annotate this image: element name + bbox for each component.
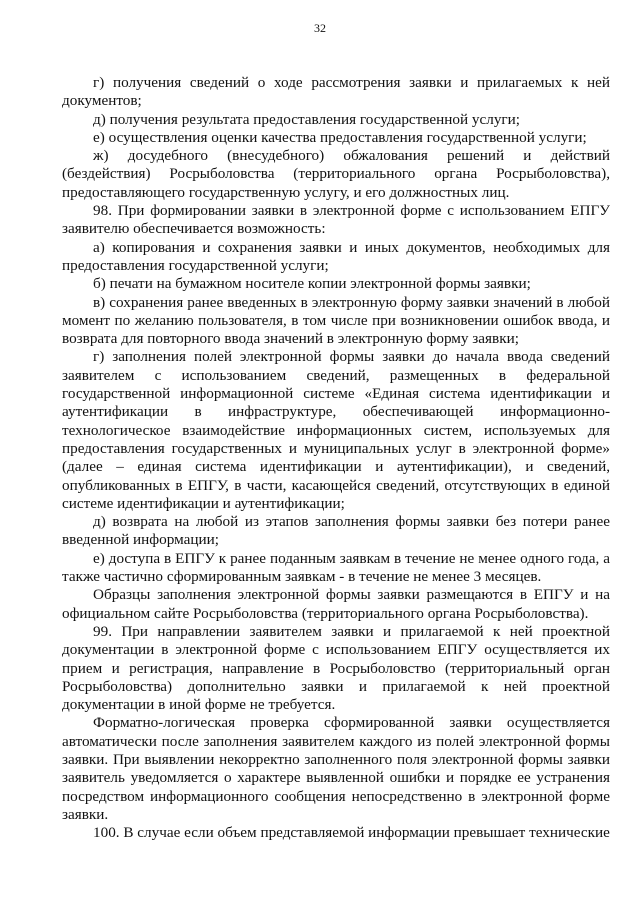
paragraph-format-check: Форматно-логическая проверка сформированной заявки осуществляется автоматически после заполнения заявителем каждого из полей электронной формы заявки. При выявлении некорректно заполненного поля электронной формы заявки заявитель уведомляется о характере выявленной ошибки и порядке ее устранения посредством информационного сообщения непосредственно в электронной форме заявки. xyxy=(62,714,610,823)
document-body xyxy=(62,74,610,842)
paragraph-98-v: в) сохранения ранее введенных в электронную форму заявки значений в любой момент по желанию пользователя, в том числе при возникновении ошибок ввода, и возврата для повторного ввода значений в электронную форму заявки; xyxy=(62,293,610,348)
paragraph-98-d: д) возврата на любой из этапов заполнения формы заявки без потери ранее введенной информации; xyxy=(62,513,610,549)
paragraph-98-a: а) копирования и сохранения заявки и иных документов, необходимых для предоставления государственной услуги; xyxy=(62,238,610,274)
paragraph-98-intro: 98. При формировании заявки в электронной форме с использованием ЕПГУ заявителю обеспечивается возможность: xyxy=(62,202,610,238)
paragraph-100: 100. В случае если объем представляемой информации превышает технические xyxy=(93,824,610,842)
paragraph-item-g-status: г) получения сведений о ходе рассмотрения заявки и прилагаемых к ней документов; xyxy=(62,74,610,110)
paragraph-99: 99. При направлении заявителем заявки и прилагаемой к ней проектной документации в электронной форме с использованием ЕПГУ осуществляется их прием и регистрация, направление в Росрыболовство (территориальный орган Росрыболовства) дополнительно заявки и прилагаемой к ней проектной документации в иной форме не требуется. xyxy=(62,622,610,714)
paragraph-98-b: б) печати на бумажном носителе копии электронной формы заявки; xyxy=(93,275,531,293)
paragraph-item-e-quality: е) осуществления оценки качества предоставления государственной услуги; xyxy=(93,128,587,146)
paragraph-98-g: г) заполнения полей электронной формы заявки до начала ввода сведений заявителем с использованием сведений, размещенных в федеральной государственной информационной системе «Единая система идентификации и аутентификации в инфраструктуре, обеспечивающей информационно-технологическое взаимодействие информационных систем, используемых для предоставления государственных и муниципальных услуг в электронной форме» (далее – единая система идентификации и аутентификации), и сведений, опубликованных в ЕПГУ, в части, касающейся сведений, отсутствующих в единой системе идентификации и аутентификации; xyxy=(62,348,610,512)
page-number: 32 xyxy=(314,21,326,35)
paragraph-item-zh-appeal: ж) досудебного (внесудебного) обжалования решений и действий (бездействия) Росрыболовства (территориального органа Росрыболовства), предоставляющего государственную услугу, и его должностных лиц. xyxy=(62,147,610,201)
paragraph-98-e: е) доступа в ЕПГУ к ранее поданным заявкам в течение не менее одного года, а также частично сформированным заявкам - в течение не менее 3 месяцев. xyxy=(62,549,610,586)
paragraph-item-d-result: д) получения результата предоставления государственной услуги; xyxy=(93,110,520,128)
paragraph-samples: Образцы заполнения электронной формы заявки размещаются в ЕПГУ и на официальном сайте Росрыболовства (территориального органа Росрыболовства). xyxy=(62,586,610,622)
